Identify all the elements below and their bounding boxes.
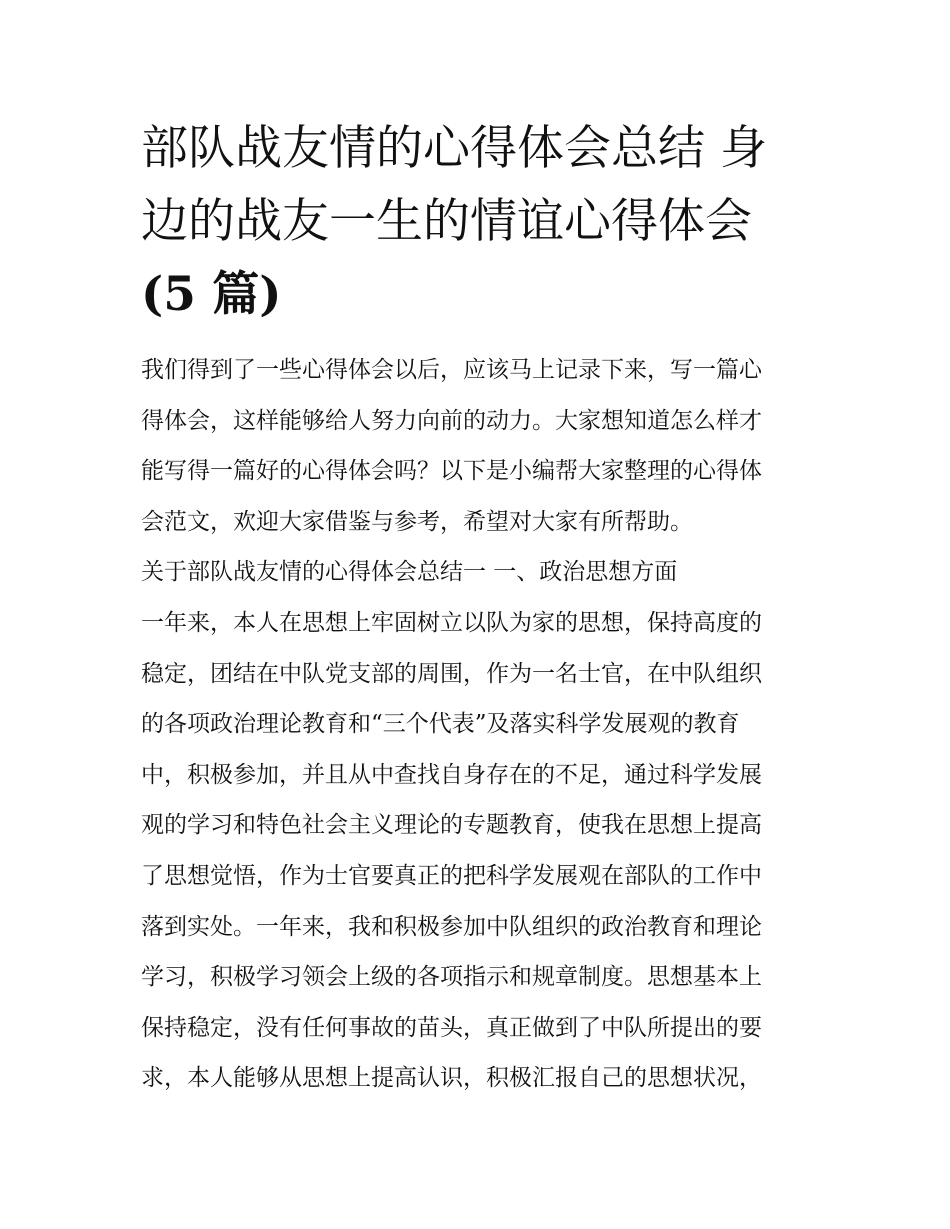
title-line-3: (5 篇) — [141, 267, 282, 322]
document-body — [141, 345, 813, 1104]
body-line-12: 落到实处。一年来，我和积极参加中队组织的政治教育和理论 — [141, 913, 762, 940]
body-line-10: 观的学习和特色社会主义理论的专题教育，使我在思想上提高 — [141, 812, 762, 839]
body-line-15: 求，本人能够从思想上提高认识，积极汇报自己的思想状况， — [141, 1065, 762, 1092]
title-line-2: 边的战友一生的情谊心得体会 — [141, 194, 752, 249]
body-line-1: 我们得到了一些心得体会以后，应该马上记录下来，写一篇心 — [141, 357, 762, 383]
body-line-4: 会范文，欢迎大家借鉴与参考，希望对大家有所帮助。 — [141, 508, 693, 535]
document-page — [141, 112, 813, 1104]
body-line-14: 保持稳定，没有任何事故的苗头，真正做到了中队所提出的要 — [141, 1014, 762, 1041]
body-line-9: 中，积极参加，并且从中查找自身存在的不足，通过科学发展 — [141, 761, 762, 788]
body-line-8: 的各项政治理论教育和“三个代表”及落实科学发展观的教育 — [141, 711, 740, 738]
title-line-1: 部队战友情的心得体会总结 身 — [141, 121, 767, 176]
section-heading: 关于部队战友情的心得体会总结一 一、政治思想方面 — [141, 559, 678, 586]
body-line-3: 能写得一篇好的心得体会吗？以下是小编帮大家整理的心得体 — [141, 458, 762, 485]
body-line-2: 得体会，这样能够给人努力向前的动力。大家想知道怎么样才 — [141, 407, 762, 434]
body-line-11: 了思想觉悟，作为士官要真正的把科学发展观在部队的工作中 — [141, 862, 762, 889]
document-title — [141, 112, 813, 331]
body-line-13: 学习，积极学习领会上级的各项指示和规章制度。思想基本上 — [141, 964, 762, 991]
body-line-6: 一年来，本人在思想上牢固树立以队为家的思想，保持高度的 — [141, 609, 762, 636]
body-line-7: 稳定，团结在中队党支部的周围，作为一名士官，在中队组织 — [141, 660, 762, 687]
